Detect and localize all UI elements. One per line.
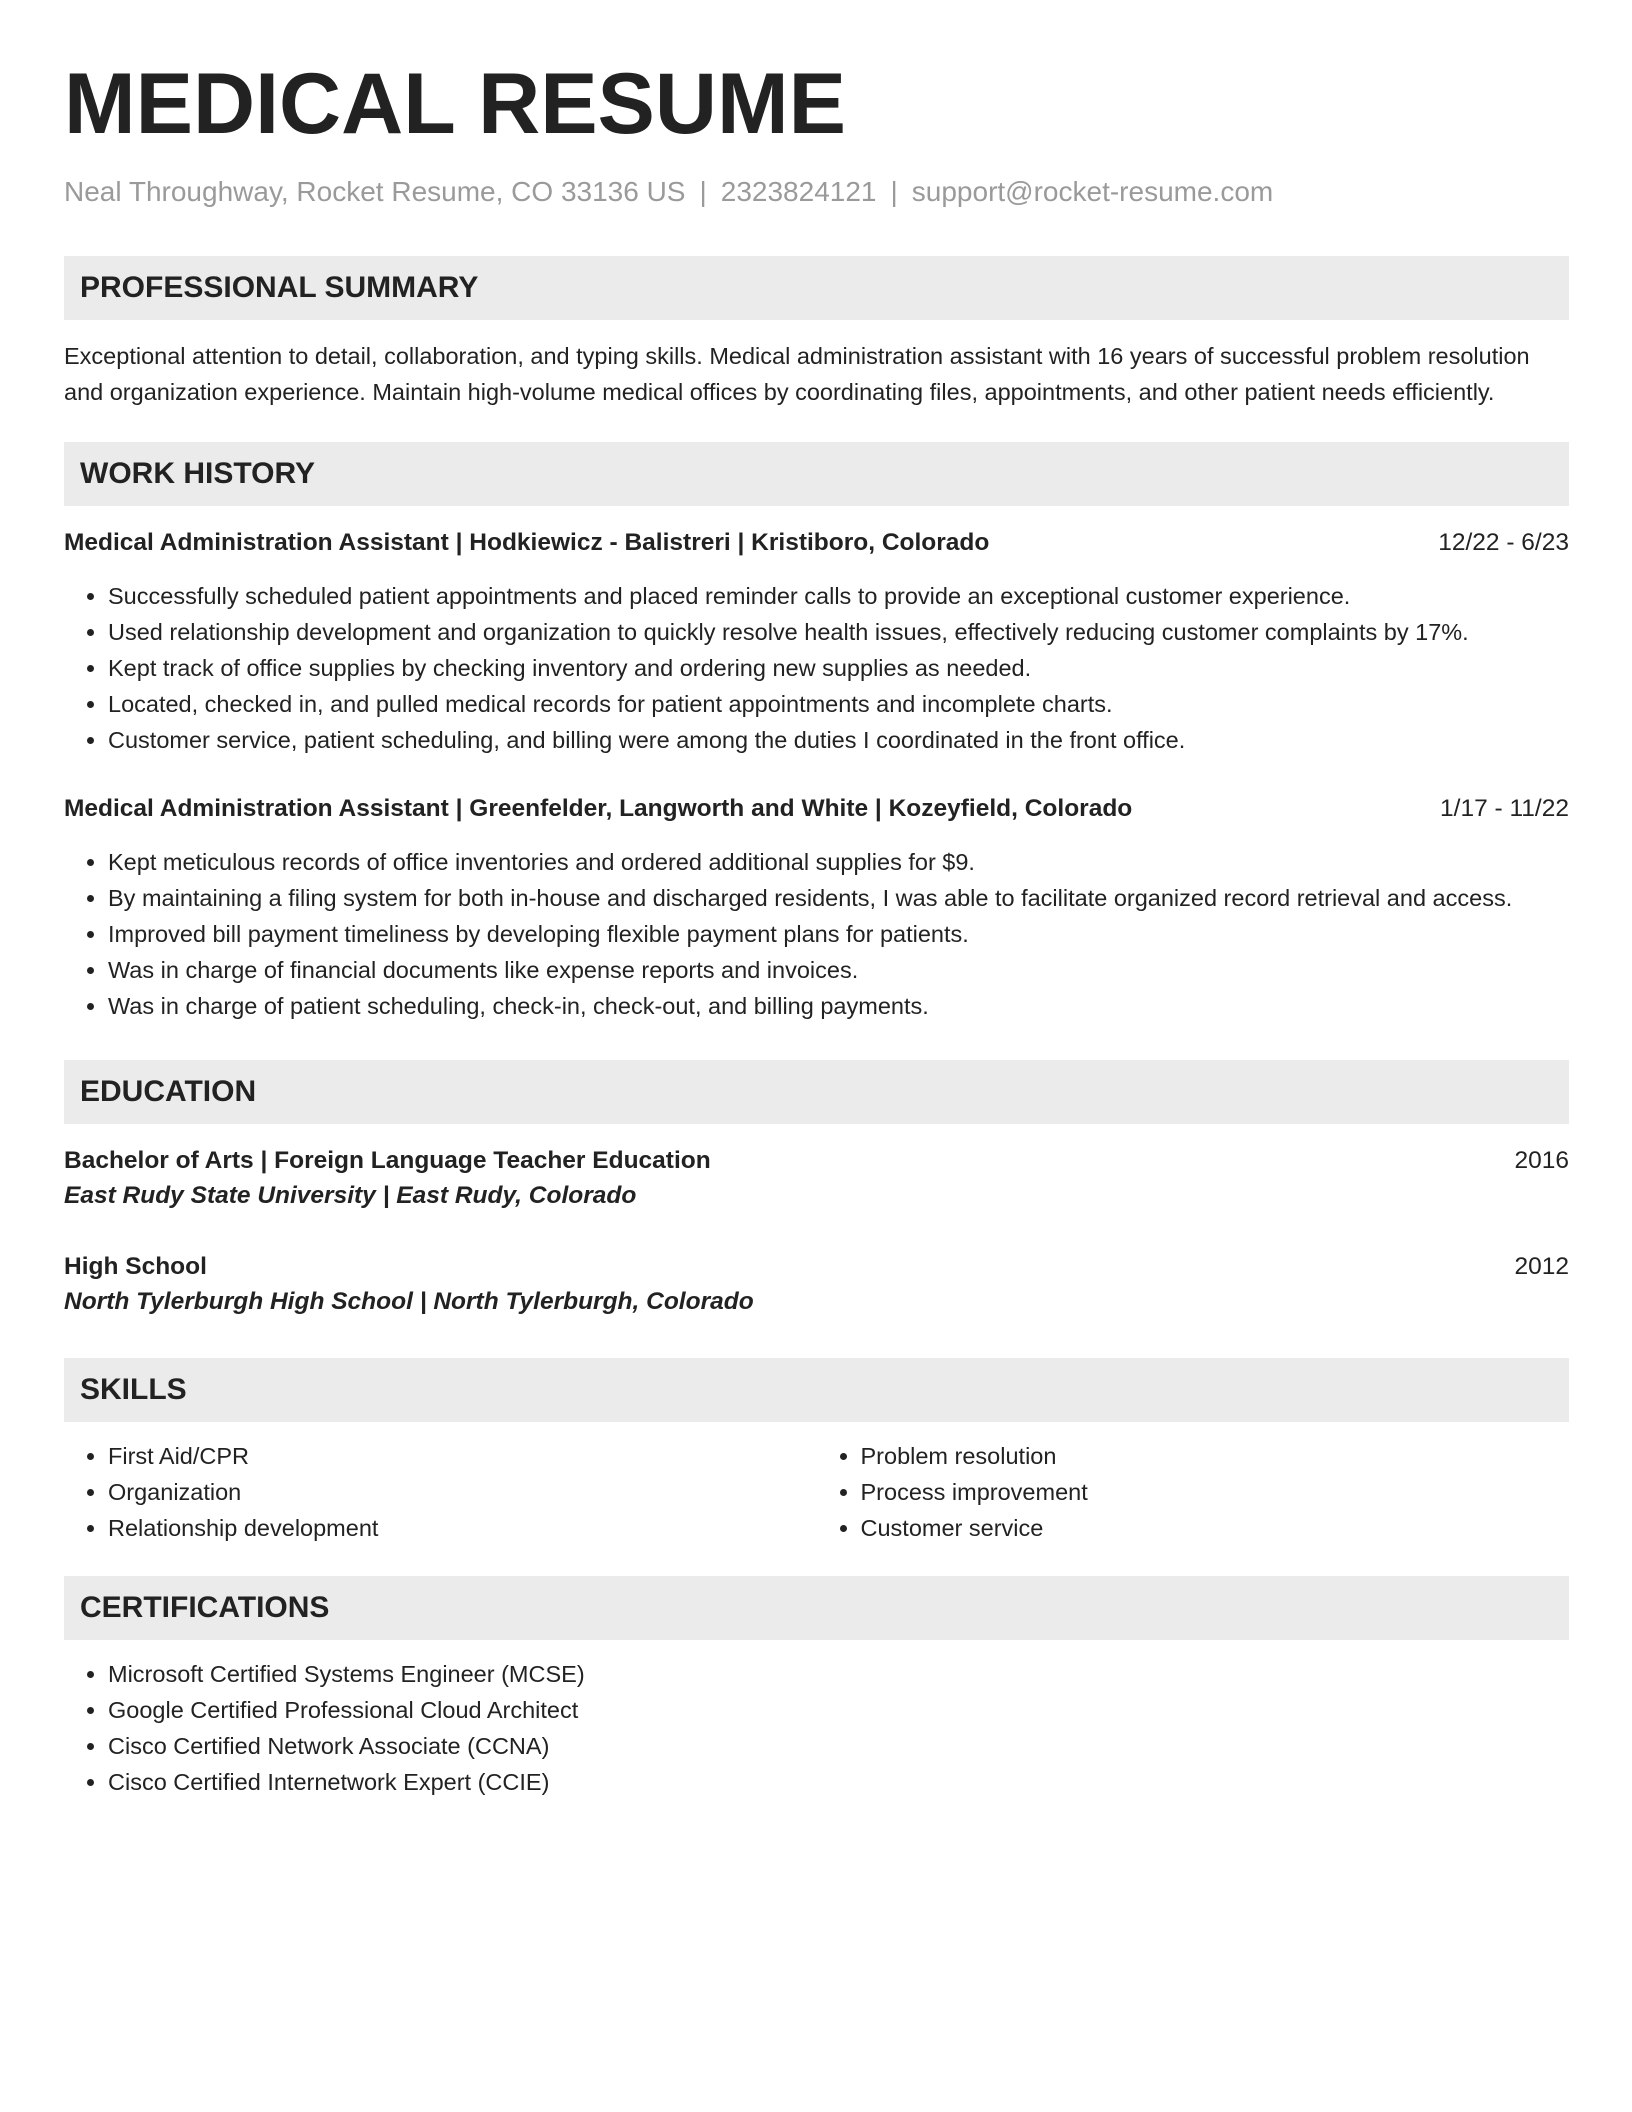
job-bullet: • Improved bill payment timeliness by developing flexible payment plans for patients. <box>108 916 1569 952</box>
job-dates: 1/17 - 11/22 <box>1440 795 1569 822</box>
skill-item: • Organization <box>108 1474 817 1510</box>
education-school: East Rudy State University | East Rudy, Colorado <box>64 1182 637 1209</box>
job-bullet: • Customer service, patient scheduling, and billing were among the duties I coordinated in the front office. <box>108 722 1569 758</box>
education-entry <box>64 1144 1569 1214</box>
skills-list-left <box>64 1438 817 1546</box>
job-bullet: • By maintaining a filing system for both in-house and discharged residents, I was able to facilitate organized record retrieval and access. <box>108 880 1569 916</box>
skill-item: • Problem resolution <box>861 1438 1570 1474</box>
certification-item: • Cisco Certified Network Associate (CCNA) <box>108 1728 1569 1764</box>
job-bullet: • Located, checked in, and pulled medical records for patient appointments and incomplete charts. <box>108 686 1569 722</box>
skills-list-right <box>817 1438 1570 1546</box>
skill-item: • Relationship development <box>108 1510 817 1546</box>
skills-column-left <box>64 1438 817 1546</box>
job-bullets <box>64 578 1569 758</box>
contact-phone: 2323824121 <box>720 176 877 207</box>
skill-item: • Customer service <box>861 1510 1570 1546</box>
education-degree: Bachelor of Arts | Foreign Language Teacher Education <box>64 1147 711 1174</box>
section-header-summary: PROFESSIONAL SUMMARY <box>64 256 1569 320</box>
resume-title: MEDICAL RESUME <box>64 56 847 152</box>
contact-separator: | <box>699 176 707 207</box>
contact-separator: | <box>890 176 898 207</box>
certifications-list <box>64 1656 1569 1800</box>
certification-item: • Google Certified Professional Cloud Architect <box>108 1692 1569 1728</box>
contact-email: support@rocket-resume.com <box>911 176 1274 207</box>
job-bullets <box>64 844 1569 1024</box>
section-header-skills: SKILLS <box>64 1358 1569 1422</box>
job-bullet: • Kept meticulous records of office inventories and ordered additional supplies for $9. <box>108 844 1569 880</box>
job-title: Medical Administration Assistant | Hodkiewicz - Balistreri | Kristiboro, Colorado <box>64 529 990 556</box>
education-degree: High School <box>64 1253 207 1280</box>
education-header <box>64 1250 1569 1284</box>
job-bullet: • Used relationship development and organization to quickly resolve health issues, effectively reducing customer complaints by 17%. <box>108 614 1569 650</box>
summary-text: Exceptional attention to detail, collaboration, and typing skills. Medical administration assistant with 16 years of successful problem resolution and organization experience. Maintain high-volume medical offices by coordinating files, appointments, and other patient needs efficiently. <box>64 343 1530 405</box>
education-year: 2016 <box>1514 1147 1569 1174</box>
skill-item: • Process improvement <box>861 1474 1570 1510</box>
certification-item: • Microsoft Certified Systems Engineer (MCSE) <box>108 1656 1569 1692</box>
skills-column-right <box>817 1438 1570 1546</box>
contact-line <box>64 174 1569 210</box>
job-dates: 12/22 - 6/23 <box>1438 529 1569 556</box>
job-bullet: • Kept track of office supplies by checking inventory and ordering new supplies as needed. <box>108 650 1569 686</box>
section-header-work-history: WORK HISTORY <box>64 442 1569 506</box>
education-entry <box>64 1250 1569 1320</box>
section-header-certifications: CERTIFICATIONS <box>64 1576 1569 1640</box>
job-bullet: • Was in charge of patient scheduling, check-in, check-out, and billing payments. <box>108 988 1569 1024</box>
skills-columns <box>64 1438 1569 1546</box>
contact-address: Neal Throughway, Rocket Resume, CO 33136 US <box>64 176 686 207</box>
job-title: Medical Administration Assistant | Greenfelder, Langworth and White | Kozeyfield, Colorado <box>64 795 1133 822</box>
job-entry <box>64 526 1569 758</box>
education-school: North Tylerburgh High School | North Tylerburgh, Colorado <box>64 1288 754 1315</box>
certification-item: • Cisco Certified Internetwork Expert (CCIE) <box>108 1764 1569 1800</box>
job-header <box>64 526 1569 560</box>
education-header <box>64 1144 1569 1178</box>
job-header <box>64 792 1569 826</box>
job-bullet: • Was in charge of financial documents like expense reports and invoices. <box>108 952 1569 988</box>
section-header-education: EDUCATION <box>64 1060 1569 1124</box>
education-year: 2012 <box>1514 1253 1569 1280</box>
job-entry <box>64 792 1569 1024</box>
job-bullet: • Successfully scheduled patient appointments and placed reminder calls to provide an exceptional customer experience. <box>108 578 1569 614</box>
skill-item: • First Aid/CPR <box>108 1438 817 1474</box>
